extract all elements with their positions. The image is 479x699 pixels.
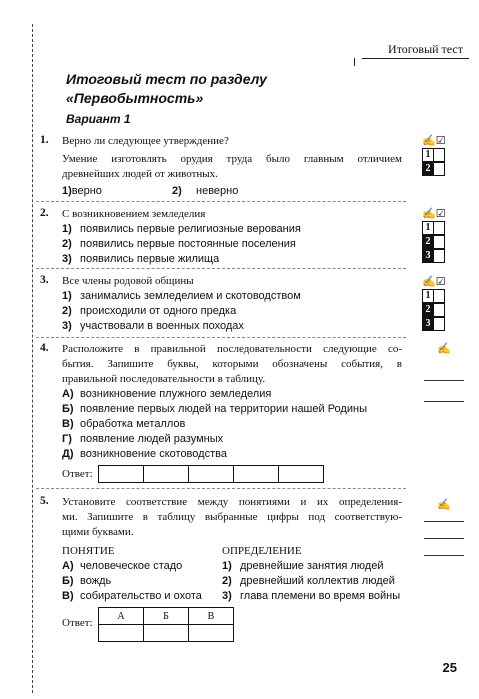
q5-concept-b: Б) вождь [62, 575, 112, 587]
q2-question: С возникновением земледелия [62, 208, 206, 220]
q5-write-line[interactable] [424, 555, 464, 556]
q1-question: Верно ли следующее утверждение? [62, 135, 229, 147]
q5-answer-cell[interactable] [144, 625, 189, 642]
q2-answer-box: ✍☑ 1 2 3 [422, 208, 446, 261]
q1-answer-box: ✍☑ 1 2 [422, 135, 446, 174]
pen-icon: ✍ [437, 499, 451, 511]
q1-checkbox-1[interactable] [434, 148, 445, 162]
q2-checkbox-1[interactable] [434, 221, 445, 235]
q2-number: 2. [40, 207, 49, 219]
q5-concept-a: А) человеческое стадо [62, 560, 183, 572]
pen-check-icon: ✍☑ [422, 135, 446, 147]
q5-definition-header: ОПРЕДЕЛЕНИЕ [222, 545, 302, 557]
test-title: Итоговый тест по разделу «Первобытность» [66, 71, 267, 106]
q4-text-line1: Расположите в правильной последовательности следующие со- [62, 343, 402, 355]
pen-check-icon: ✍☑ [422, 276, 446, 288]
q4-answer-cell[interactable] [189, 466, 234, 483]
q5-definition-2: 2) древнейший коллектив людей [222, 575, 395, 587]
q1-option-2: 2) неверно [172, 185, 239, 197]
q1-checkbox-2[interactable] [434, 162, 445, 176]
separator [36, 488, 406, 489]
separator [36, 337, 406, 338]
separator [36, 201, 406, 202]
q1-statement-line1: Умение изготовлять орудия труда было главным отличием [62, 153, 402, 165]
q4-answer-cell[interactable] [279, 466, 324, 483]
header-tick [354, 58, 355, 66]
q4-answer-table [98, 465, 324, 483]
q2-checkbox-3[interactable] [434, 249, 445, 263]
q4-text-line3: правильной последовательности в таблицу. [62, 373, 266, 385]
q3-option-3: 3) участвовали в военных походах [62, 320, 244, 332]
q2-option-1: 1) появились первые религиозные верования [62, 223, 301, 235]
q5-concept-header: ПОНЯТИЕ [62, 545, 115, 557]
q1-number: 1. [40, 134, 49, 146]
q5-answer-label: Ответ: [62, 617, 93, 629]
q5-answer-cell[interactable] [99, 625, 144, 642]
q4-option-b: Б) появление первых людей на территории нашей Родины [62, 403, 367, 415]
q1-statement-line2: древнейших людей от животных. [62, 168, 218, 180]
page-number: 25 [442, 660, 457, 675]
q5-concept-v: В) собирательство и охота [62, 590, 202, 602]
q3-option-2: 2) происходили от одного предка [62, 305, 237, 317]
cut-line [32, 24, 33, 693]
header-rule [362, 58, 469, 59]
running-header: Итоговый тест [388, 42, 463, 56]
variant-label: Вариант 1 [66, 112, 131, 126]
q4-write-line[interactable] [424, 401, 464, 402]
q3-number: 3. [40, 274, 49, 286]
q4-option-a: А) возникновение плужного земледелия [62, 388, 272, 400]
q3-answer-box: ✍☑ 1 2 3 [422, 276, 446, 329]
q5-write-line[interactable] [424, 538, 464, 539]
pen-check-icon: ✍☑ [422, 208, 446, 220]
q5-answer-table [98, 607, 234, 642]
q5-table-header-v: В [189, 608, 234, 625]
q3-checkbox-2[interactable] [434, 303, 445, 317]
q2-option-3: 3) появились первые жилища [62, 253, 220, 265]
q5-text-line1: Установите соответствие между понятиями и их определения- [62, 496, 402, 508]
q4-answer-cell[interactable] [99, 466, 144, 483]
q4-option-d: Д) возникновение скотоводства [62, 448, 227, 460]
q5-write-line[interactable] [424, 521, 464, 522]
q5-text-line3: щими буквами. [62, 526, 134, 538]
q4-option-v: В) обработка металлов [62, 418, 186, 430]
q5-table-header-a: А [99, 608, 144, 625]
q4-text-line2: бытия. Запишите буквы, которыми обозначены события, в [62, 358, 402, 370]
q4-answer-label: Ответ: [62, 468, 93, 480]
separator [36, 268, 406, 269]
q4-answer-cell[interactable] [144, 466, 189, 483]
q2-option-2: 2) появились первые постоянные поселения [62, 238, 296, 250]
q5-definition-3: 3) глава племени во время войны [222, 590, 401, 602]
pen-icon: ✍ [437, 343, 451, 355]
q4-answer-cell[interactable] [234, 466, 279, 483]
q5-text-line2: ми. Запишите в таблицу выбранные цифры под соответствую- [62, 511, 402, 523]
q2-checkbox-2[interactable] [434, 235, 445, 249]
q5-definition-1: 1) древнейшие занятия людей [222, 560, 384, 572]
q4-option-g: Г) появление людей разумных [62, 433, 224, 445]
q4-write-line[interactable] [424, 380, 464, 381]
q3-question: Все члены родовой общины [62, 275, 194, 287]
q1-option-1: 1)верно [62, 185, 102, 197]
q5-table-header-b: Б [144, 608, 189, 625]
q3-checkbox-3[interactable] [434, 317, 445, 331]
q5-answer-cell[interactable] [189, 625, 234, 642]
q3-checkbox-1[interactable] [434, 289, 445, 303]
q4-number: 4. [40, 342, 49, 354]
q5-number: 5. [40, 495, 49, 507]
q3-option-1: 1) занимались земледелием и скотоводством [62, 290, 301, 302]
